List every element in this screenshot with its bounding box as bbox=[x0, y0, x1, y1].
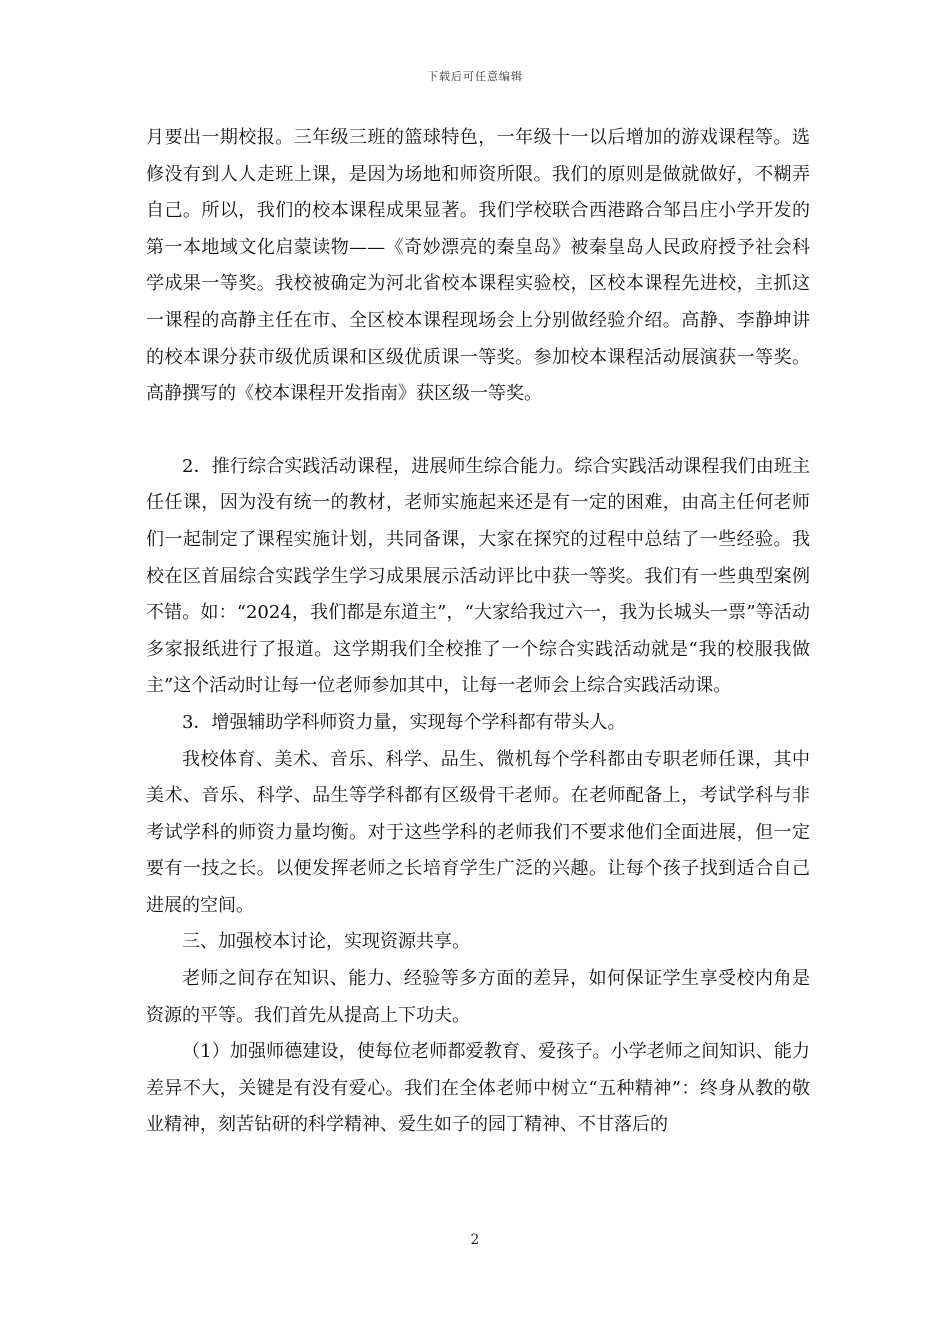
document-body bbox=[146, 120, 810, 1144]
page-number: 2 bbox=[470, 1232, 480, 1248]
paragraph-7: （1）加强师德建设，使每位老师都爱教育、爱孩子。小学老师之间知识、能力差异不大，关键是有没有爱心。我们在全体老师中树立“五种精神”：终身从教的敬业精神，刻苦钻研的科学精神、爱生如子的园丁精神、不甘落后的 bbox=[146, 1041, 810, 1136]
paragraph-2: 2．推行综合实践活动课程，进展师生综合能力。综合实践活动课程我们由班主任任课，因为没有统一的教材，老师实施起来还是有一定的困难，由高主任何老师们一起制定了课程实施计划，共同备课，大家在探究的过程中总结了一些经验。我校在区首届综合实践学生学习成果展示活动评比中获一等奖。我们有一些典型案例不错。如：“2024，我们都是东道主”，“大家给我过六一，我为长城头一票”等活动多家报纸进行了报道。这学期我们全校推了一个综合实践活动就是“我的校服我做主”这个活动时让每一位老师参加其中，让每一老师会上综合实践活动课。 bbox=[146, 455, 810, 697]
header-note: 下载后可任意编辑 bbox=[427, 70, 523, 83]
paragraph-4: 我校体育、美术、音乐、科学、品生、微机每个学科都由专职老师任课，其中美术、音乐、科学、品生等学科都有区级骨干老师。在老师配备上，考试学科与非考试学科的师资力量均衡。对于这些学科的老师我们不要求他们全面进展，但一定要有一技之长。以便发挥老师之长培育学生广泛的兴趣。让每个孩子找到适合自己进展的空间。 bbox=[146, 748, 810, 916]
paragraph-6: 老师之间存在知识、能力、经验等多方面的差异，如何保证学生享受校内角是资源的平等。我们首先从提高上下功夫。 bbox=[146, 968, 810, 1026]
paragraph-1: 月要出一期校报。三年级三班的篮球特色，一年级十一以后增加的游戏课程等。选修没有到人人走班上课，是因为场地和师资所限。我们的原则是做就做好，不糊弄自己。所以，我们的校本课程成果显著。我们学校联合西港路合邹吕庄小学开发的第一本地域文化启蒙读物——《奇妙漂亮的秦皇岛》被秦皇岛人民政府授予社会科学成果一等奖。我校被确定为河北省校本课程实验校，区校本课程先进校，主抓这一课程的高静主任在市、全区校本课程现场会上分别做经验介绍。高静、李静坤讲的校本课分获市级优质课和区级优质课一等奖。参加校本课程活动展演获一等奖。高静撰写的《校本课程开发指南》获区级一等奖。 bbox=[146, 127, 810, 405]
section-heading-3: 三、加强校本讨论，实现资源共享。 bbox=[182, 931, 470, 953]
paragraph-3-heading: 3．增强辅助学科师资力量，实现每个学科都有带头人。 bbox=[182, 711, 626, 733]
